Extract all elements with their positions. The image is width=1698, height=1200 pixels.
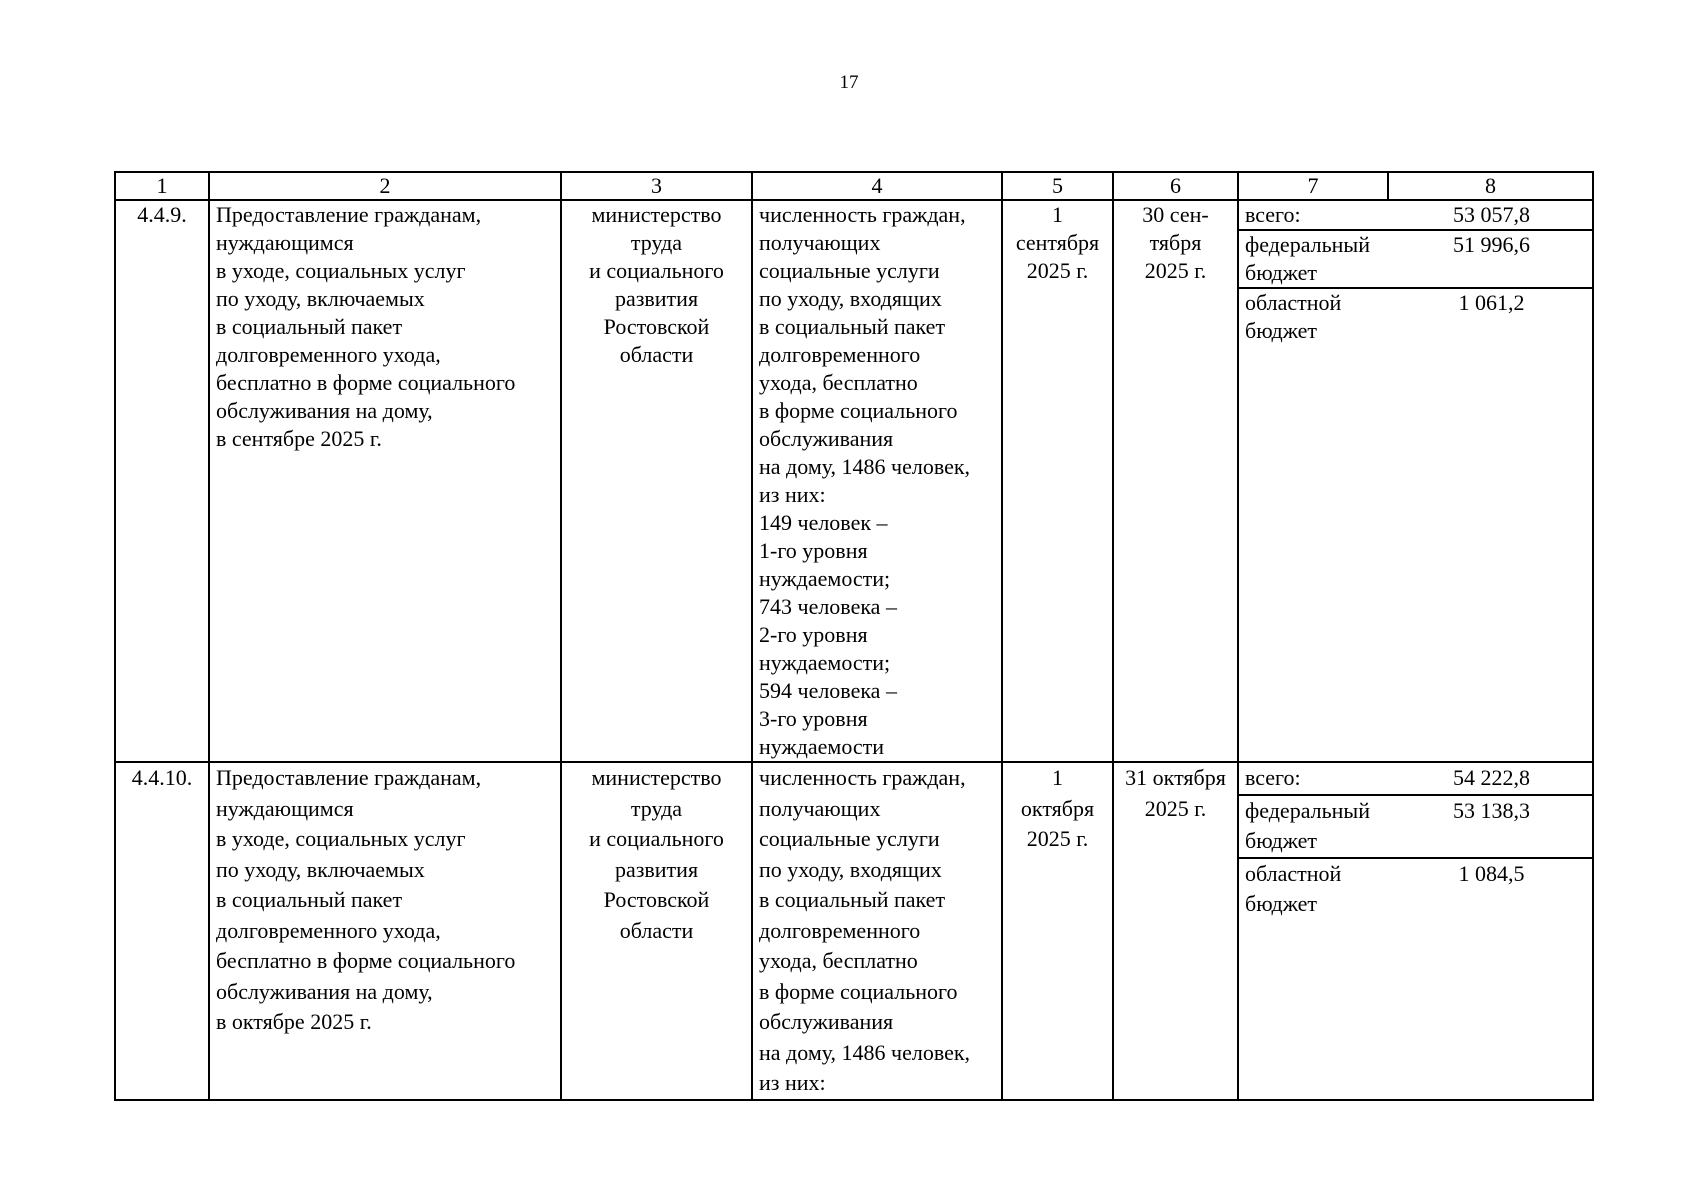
text-line: долговременного [759, 917, 921, 943]
text-line: численность граждан, [759, 765, 966, 790]
header-cell: 4 [752, 172, 1002, 200]
text-line: долговременного [759, 342, 921, 367]
text-line: ухода, бесплатно [759, 948, 918, 973]
text-line: обслуживания на дому, [216, 978, 433, 1004]
text-line: октября [1020, 795, 1095, 821]
text-line: по уходу, включаемых [216, 856, 425, 882]
funding-row [1239, 795, 1594, 858]
text-line: в сентябре 2025 г. [216, 426, 382, 451]
text-line: долговременного ухода, [216, 342, 441, 367]
funding-table [1239, 201, 1594, 345]
text-line: в форме социального [759, 978, 958, 1004]
text-line: социальные услуги [759, 826, 940, 851]
text-line: области [619, 917, 694, 943]
text-line: в социальный пакет [216, 887, 403, 912]
text-line: министерство [591, 202, 722, 227]
text-line: бюджет [1245, 260, 1317, 285]
text-line: обслуживания на дому, [216, 398, 433, 423]
funding-row [1239, 763, 1594, 795]
page-number: 17 [839, 72, 859, 93]
text-line: социальные услуги [759, 258, 940, 283]
header-cell: 6 [1113, 172, 1238, 200]
text-line: численность граждан, [759, 202, 966, 227]
text-line: 30 сен- [1142, 202, 1209, 227]
text-line: нуждающимся [216, 230, 354, 255]
table-row [115, 200, 1593, 762]
text-line: министерство [591, 765, 722, 790]
row-number: 4.4.10. [115, 762, 209, 1100]
text-line: бюджет [1245, 891, 1317, 916]
text-line: Ростовской [603, 887, 710, 912]
text-line: тября [1149, 230, 1202, 255]
text-line: и социального [589, 826, 724, 851]
executor [561, 762, 752, 1100]
text-line: по уходу, включаемых [216, 286, 425, 311]
funding-row [1239, 201, 1594, 230]
text-line: в октябре 2025 г. [216, 1009, 372, 1034]
text-line: получающих [759, 230, 881, 255]
text-line: бюджет [1245, 318, 1317, 343]
text-line: 1-го уровня [759, 538, 868, 563]
text-line: обслуживания [759, 426, 894, 451]
end-date [1113, 762, 1238, 1100]
header-cell: 1 [115, 172, 209, 200]
funding-amount: 51 996,6 [1389, 230, 1594, 288]
text-line: труда [630, 230, 683, 255]
text-line: 2025 г. [1144, 795, 1207, 821]
text-line: 2025 г. [1026, 258, 1089, 283]
text-line: обслуживания [759, 1009, 894, 1034]
result-indicator [752, 762, 1002, 1100]
funding-source [1239, 230, 1389, 288]
text-line: из них: [759, 482, 826, 507]
header-cell: 2 [209, 172, 561, 200]
text-line: в уходе, социальных услуг [216, 826, 466, 851]
start-date [1002, 762, 1113, 1100]
funding-row [1239, 288, 1594, 345]
text-line: области [619, 342, 694, 367]
end-date [1113, 200, 1238, 762]
text-line: всего: [1245, 765, 1301, 790]
funding-source [1239, 858, 1389, 920]
text-line: в уходе, социальных услуг [216, 258, 466, 283]
text-line: из них: [759, 1070, 826, 1095]
text-line: в социальный пакет [759, 887, 946, 912]
text-line: в социальный пакет [759, 314, 946, 339]
funding-amount: 54 222,8 [1453, 765, 1530, 790]
text-line: на дому, 1486 человек, [759, 1039, 971, 1065]
text-line: труда [630, 795, 683, 821]
text-line: 31 октября [1125, 765, 1226, 790]
result-indicator [752, 200, 1002, 762]
funding-source [1239, 763, 1389, 795]
funding-cell [1238, 762, 1593, 1100]
measure-description [209, 200, 561, 762]
text-line: нуждаемости; [759, 650, 891, 675]
text-line: ухода, бесплатно [759, 370, 918, 395]
text-line: федеральный [1245, 232, 1370, 257]
executor [561, 200, 752, 762]
funding-table [1239, 763, 1594, 920]
header-cell: 7 [1238, 172, 1388, 200]
text-line: бюджет [1245, 828, 1317, 853]
text-line: бесплатно в форме социального [216, 948, 516, 973]
header-row [115, 172, 1593, 200]
text-line: нуждаемости [759, 734, 885, 759]
text-line: 2025 г. [1026, 826, 1089, 851]
text-line: Ростовской [603, 314, 710, 339]
text-line: 1 [1052, 202, 1063, 227]
measures-table [114, 171, 1594, 1101]
text-line: сентября [1015, 230, 1100, 255]
text-line: развития [614, 856, 699, 882]
funding-cell [1238, 200, 1593, 762]
funding-source [1239, 795, 1389, 858]
text-line: 3-го уровня [759, 706, 868, 731]
text-line: всего: [1245, 202, 1301, 227]
funding-amount: 53 057,8 [1453, 202, 1530, 227]
funding-source [1239, 201, 1389, 230]
text-line: 2-го уровня [759, 622, 868, 647]
text-line: бесплатно в форме социального [216, 370, 516, 395]
table-row [115, 762, 1593, 1100]
text-line: по уходу, входящих [759, 286, 942, 311]
row-number: 4.4.9. [115, 200, 209, 762]
text-line: 1 [1052, 765, 1063, 790]
text-line: Предоставление гражданам, [216, 202, 482, 227]
text-line: в социальный пакет [216, 314, 403, 339]
text-line: 2025 г. [1144, 258, 1207, 283]
header-cell: 5 [1002, 172, 1113, 200]
text-line: долговременного ухода, [216, 917, 441, 943]
funding-amount: 1 084,5 [1389, 858, 1594, 920]
text-line: областной [1245, 290, 1342, 315]
text-line: 594 человека – [759, 678, 897, 703]
measure-description [209, 762, 561, 1100]
text-line: на дому, 1486 человек, [759, 454, 971, 479]
funding-amount: 1 061,2 [1389, 288, 1594, 345]
text-line: 743 человека – [759, 594, 897, 619]
text-line: получающих [759, 795, 881, 821]
header-cell: 8 [1388, 172, 1593, 200]
text-line: развития [614, 286, 699, 311]
text-line: нуждающимся [216, 795, 354, 821]
funding-amount: 53 138,3 [1389, 795, 1594, 858]
funding-source [1239, 288, 1389, 345]
text-line: и социального [589, 258, 724, 283]
text-line: областной [1245, 860, 1342, 886]
text-line: Предоставление гражданам, [216, 765, 482, 790]
text-line: федеральный [1245, 797, 1370, 823]
text-line: по уходу, входящих [759, 856, 942, 882]
start-date [1002, 200, 1113, 762]
header-cell: 3 [561, 172, 752, 200]
text-line: 149 человек – [759, 510, 888, 535]
text-line: нуждаемости; [759, 566, 891, 591]
funding-row [1239, 230, 1594, 288]
funding-row [1239, 858, 1594, 920]
text-line: в форме социального [759, 398, 958, 423]
